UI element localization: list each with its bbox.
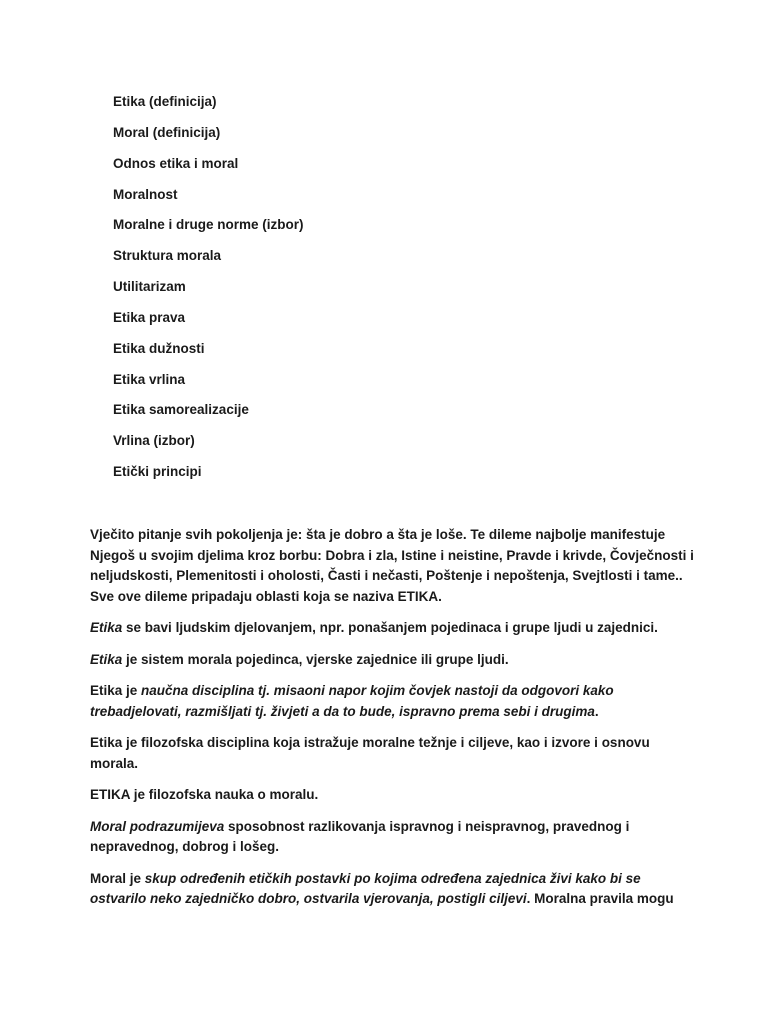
body-text <box>90 525 694 921</box>
topic-list <box>113 93 304 494</box>
topic-item: Etika samorealizacije <box>113 402 249 418</box>
italic-run: naučna disciplina tj. misaoni napor kojim čovjek nastoji da odgovori kako <box>141 683 614 698</box>
paragraph-etika-disciplina <box>90 681 690 722</box>
topic-item: Etički principi <box>113 464 202 480</box>
text-run: sposobnost razlikovanja ispravnog i neispravnog, pravednog i <box>224 818 630 834</box>
topic-item: Odnos etika i moral <box>113 155 239 171</box>
text-line: Etika je filozofska disciplina koja istražuje moralne težnje i ciljeve, kao i izvore i osnovu <box>90 735 650 750</box>
paragraph-intro <box>90 525 694 607</box>
text-run: . Moralna pravila mogu <box>526 891 674 906</box>
topic-item: Etika vrlina <box>113 371 186 387</box>
topic-item: Moral (definicija) <box>113 124 221 140</box>
text-line: morala. <box>90 755 139 771</box>
paragraph-etika-djelovanje <box>90 618 690 639</box>
text-line: Vječito pitanje svih pokoljenja je: šta je dobro a šta je loše. Te dileme najbolje manifestuje <box>90 527 666 542</box>
topic-item: Struktura morala <box>113 248 222 264</box>
text-run: se bavi ljudskim djelovanjem, npr. ponašanjem pojedinaca i grupe ljudi u zajednici. <box>122 620 658 635</box>
text-run: Moral je <box>90 870 145 886</box>
italic-run: trebadjelovati, razmišljati tj. živjeti a da to bude, ispravno prema sebi i drugima <box>90 703 595 719</box>
text-run: je sistem morala pojedinca, vjerske zajednice ili grupe ljudi. <box>122 651 509 667</box>
paragraph-etika-filozofska <box>90 733 690 774</box>
topic-item: Etika dužnosti <box>113 340 205 356</box>
paragraph-etika-nauka <box>90 785 690 806</box>
text-line: Njegoš u svojim djelima kroz borbu: Dobra i zla, Istine i neistine, Pravde i krivde, Čovječnosti i <box>90 547 694 563</box>
italic-term: Etika <box>90 620 123 635</box>
italic-term: Etika <box>90 651 123 667</box>
text-run: . <box>594 703 599 719</box>
italic-run: skup određenih etičkih postavki po kojima određena zajednica živi kako bi se <box>144 870 641 886</box>
topic-item: Moralne i druge norme (izbor) <box>113 217 304 233</box>
italic-run: ostvarilo neko zajedničko dobro, ostvarila vjerovanja, postigli ciljevi <box>90 891 527 906</box>
italic-term: Moral podrazumijeva <box>90 818 225 834</box>
topic-item: Utilitarizam <box>113 279 186 295</box>
topic-item: Moralnost <box>113 186 178 202</box>
topic-item: Etika (definicija) <box>113 94 217 109</box>
text-run: Etika je <box>90 683 142 698</box>
topic-item: Vrlina (izbor) <box>113 433 195 449</box>
text-line: Sve ove dileme pripadaju oblasti koja se naziva ETIKA. <box>90 588 442 604</box>
paragraph-moral-skup <box>90 869 690 910</box>
topic-item: Etika prava <box>113 309 186 325</box>
text-line: nepravednog, dobrog i lošeg. <box>90 839 280 854</box>
text-line: ETIKA je filozofska nauka o moralu. <box>90 787 319 802</box>
text-line: neljudskosti, Plemenitosti i oholosti, Časti i nečasti, Poštenje i nepoštenja, Svejtlosti i tame.. <box>90 568 683 583</box>
paragraph-moral-podrazumijeva <box>90 817 690 858</box>
paragraph-etika-sistem <box>90 650 690 671</box>
